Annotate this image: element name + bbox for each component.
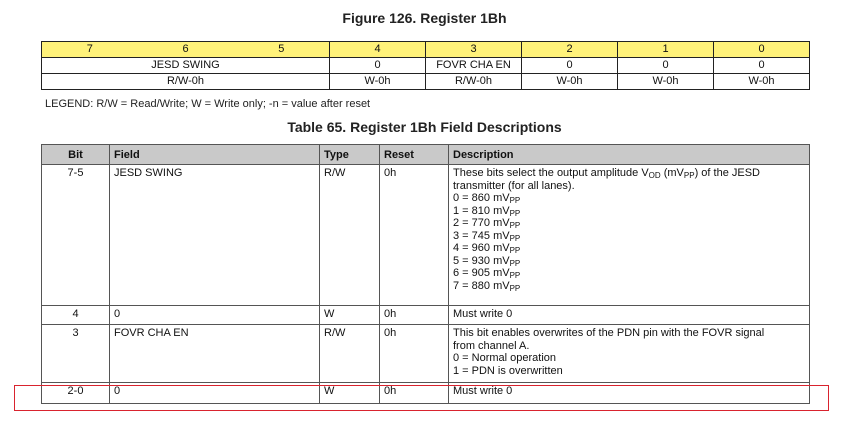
field-access: R/W-0h xyxy=(426,74,522,90)
cell-description xyxy=(449,165,810,306)
cell-type: W xyxy=(320,383,380,404)
bit-number: 6 xyxy=(138,42,234,58)
figure-title: Figure 126. Register 1Bh xyxy=(342,10,507,26)
cell-description xyxy=(449,325,810,383)
field-access: W-0h xyxy=(618,74,714,90)
cell-field: JESD SWING xyxy=(110,165,320,306)
description-line: 1 = PDN is overwritten xyxy=(453,364,563,377)
header-type: Type xyxy=(320,145,380,165)
field-name-bit1: 0 xyxy=(618,58,714,74)
cell-type: R/W xyxy=(320,325,380,383)
cell-reset: 0h xyxy=(380,383,449,404)
swing-option: 4 = 960 $mV_{PP}$ xyxy=(453,242,521,255)
bit-number-row xyxy=(42,42,810,58)
field-name-bit2: 0 xyxy=(522,58,618,74)
description-line: from channel A. xyxy=(453,339,530,352)
cell-description: Must write 0 xyxy=(449,383,810,404)
swing-option: 1 = 810 $mV_{PP}$ xyxy=(453,204,521,218)
field-name-row xyxy=(42,58,810,74)
cell-bit: 4 xyxy=(42,306,110,325)
cell-reset: 0h xyxy=(380,306,449,325)
cell-type: W xyxy=(320,306,380,325)
field-name-bit0: 0 xyxy=(714,58,810,74)
bit-number: 0 xyxy=(714,42,810,58)
table-row xyxy=(42,325,810,383)
table-row xyxy=(42,165,810,306)
cell-type: R/W xyxy=(320,165,380,306)
field-name-fovr-cha-en: FOVR CHA EN xyxy=(426,58,522,74)
field-access: W-0h xyxy=(330,74,426,90)
bit-number: 3 xyxy=(426,42,522,58)
bit-number: 2 xyxy=(522,42,618,58)
swing-option: 6 = 905 $mV_{PP}$ xyxy=(453,267,521,280)
cell-reset: 0h xyxy=(380,325,449,383)
description-line: 0 = Normal operation xyxy=(453,352,557,364)
description-line: This bit enables overwrites of the PDN pin with the FOVR signal xyxy=(453,327,765,339)
cell-field: FOVR CHA EN xyxy=(110,325,320,383)
cell-description: Must write 0 xyxy=(449,306,810,325)
swing-option: 7 = 880 $mV_{PP}$ xyxy=(453,279,521,293)
field-name-jesd-swing: JESD SWING xyxy=(42,58,330,74)
register-bitmap xyxy=(41,41,810,90)
table-row xyxy=(42,383,810,404)
field-access: W-0h xyxy=(522,74,618,90)
description-intro-2: transmitter (for all lanes). xyxy=(453,179,575,192)
cell-bit: 3 xyxy=(42,325,110,383)
bit-number: 7 xyxy=(42,42,138,58)
field-name-bit4: 0 xyxy=(330,58,426,74)
swing-option: 3 = 745 $mV_{PP}$ xyxy=(453,229,521,243)
field-access-row xyxy=(42,74,810,90)
table-header-row xyxy=(42,145,810,165)
cell-field: 0 xyxy=(110,306,320,325)
cell-bit: 2-0 xyxy=(42,383,110,404)
header-field: Field xyxy=(110,145,320,165)
swing-option: 0 = 860 $mV_{PP}$ xyxy=(453,192,521,205)
table-row xyxy=(42,306,810,325)
header-description: Description xyxy=(449,145,810,165)
header-reset: Reset xyxy=(380,145,449,165)
field-descriptions-table xyxy=(41,144,810,404)
description-intro: These bits select the output amplitude $V_{OD}$ $(mV_{PP})$ of the JESD xyxy=(453,167,760,180)
bit-number: 1 xyxy=(618,42,714,58)
legend: LEGEND: R/W = Read/Write; W = Write only; -n = value after reset xyxy=(45,98,371,110)
field-access: R/W-0h xyxy=(42,74,330,90)
field-access: W-0h xyxy=(714,74,810,90)
cell-field: 0 xyxy=(110,383,320,404)
cell-reset: 0h xyxy=(380,165,449,306)
swing-option: 5 = 930 $mV_{PP}$ xyxy=(453,254,521,268)
swing-option: 2 = 770 $mV_{PP}$ xyxy=(453,217,521,230)
bit-number: 4 xyxy=(330,42,426,58)
table-title: Table 65. Register 1Bh Field Descriptions xyxy=(287,119,562,135)
bit-number: 5 xyxy=(234,42,330,58)
cell-bit: 7-5 xyxy=(42,165,110,306)
header-bit: Bit xyxy=(42,145,110,165)
